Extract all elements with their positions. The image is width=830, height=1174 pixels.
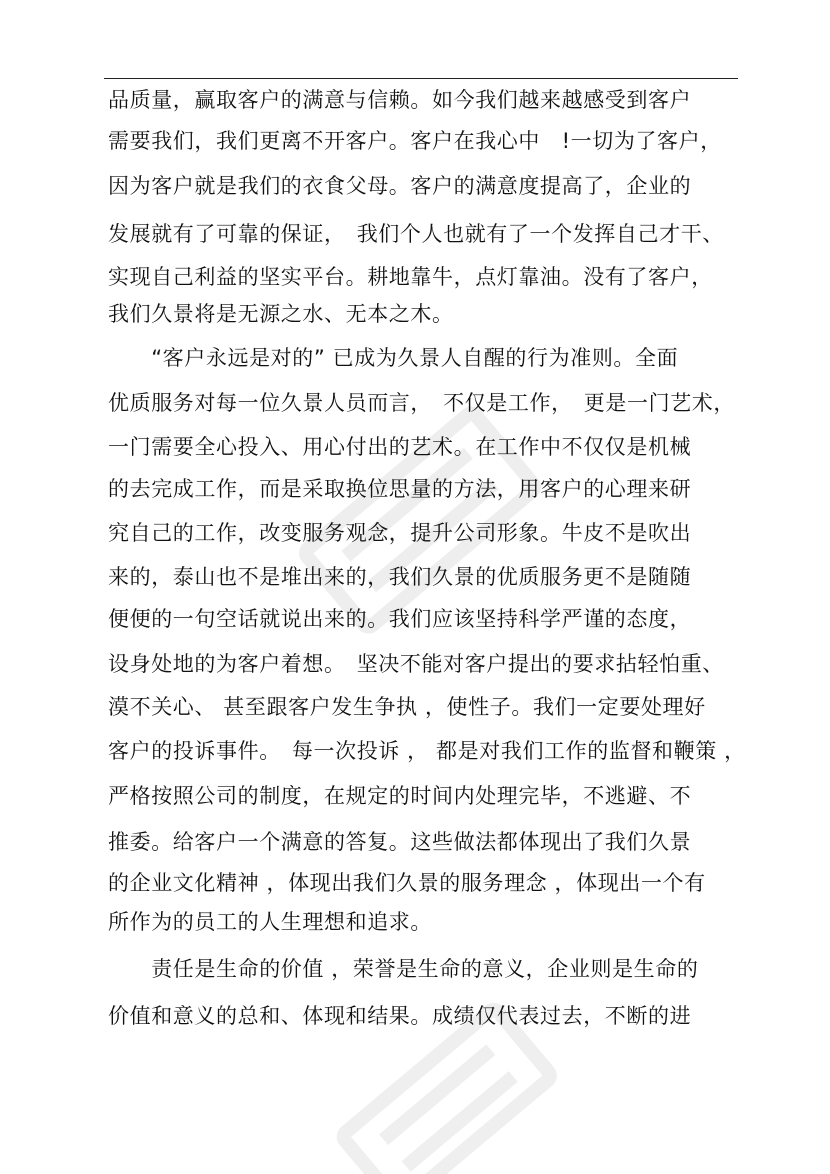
text-line: 一门需要全心投入、用心付出的艺术。在工作中不仅仅是机械 [108, 435, 692, 459]
text-line: 漠不关心、 甚至跟客户发生争执 ，使性子。我们一定要处理好 [108, 695, 706, 719]
text-line: “客户永远是对的” 已成为久景人自醒的行为准则。全面 [108, 346, 679, 370]
text-line: 便便的一句空话就说出来的。我们应该坚持科学严谨的态度， [108, 607, 692, 631]
text-line: 所作为的员工的人生理想和追求。 [108, 910, 432, 934]
text-line: 发展就有了可靠的保证， 我们个人也就有了一个发挥自己才干、 [108, 222, 724, 246]
text-line: 需要我们，我们更离不开客户。客户在我心中 !一切为了客户， [108, 129, 722, 153]
text-line: 品质量，赢取客户的满意与信赖。如今我们越来越感受到客户 [108, 88, 692, 112]
text-line: 推委。给客户一个满意的答复。这些做法都体现出了我们久景 [108, 830, 692, 854]
text-line: 设身处地的为客户着想。 坚决不能对客户提出的要求拈轻怕重、 [108, 652, 724, 676]
header-rule [104, 78, 738, 79]
text-line: 究自己的工作，改变服务观念，提升公司形象。牛皮不是吹出 [108, 521, 692, 545]
text-line: 严格按照公司的制度，在规定的时间内处理完毕，不逃避、不 [108, 784, 692, 808]
text-line: 来的，泰山也不是堆出来的，我们久景的优质服务更不是随随 [108, 565, 692, 589]
text-line: 客户的投诉事件。 每一次投诉 ， 都是对我们工作的监督和鞭策 ， [108, 739, 746, 763]
text-line: 优质服务对每一位久景人员而言， 不仅是工作， 更是一门艺术， [108, 391, 735, 415]
text-line: 的企业文化精神 ，体现出我们久景的服务理念 ，体现出一个有 [108, 871, 706, 895]
text-line: 实现自己利益的坚实平台。耕地靠牛，点灯靠油。没有了客户， [108, 265, 713, 289]
watermark-stamp-icon [300, 960, 600, 1174]
text-line: 责任是生命的价值 ，荣誉是生命的意义，企业则是生命的 [108, 957, 699, 981]
text-line: 的去完成工作，而是采取换位思量的方法，用客户的心理来研 [108, 477, 692, 501]
text-line: 价值和意义的总和、体现和结果。成绩仅代表过去，不断的进 [108, 1004, 692, 1028]
text-line: 因为客户就是我们的衣食父母。客户的满意度提高了，企业的 [108, 174, 692, 198]
text-line: 我们久景将是无源之水、无本之木。 [108, 302, 454, 326]
